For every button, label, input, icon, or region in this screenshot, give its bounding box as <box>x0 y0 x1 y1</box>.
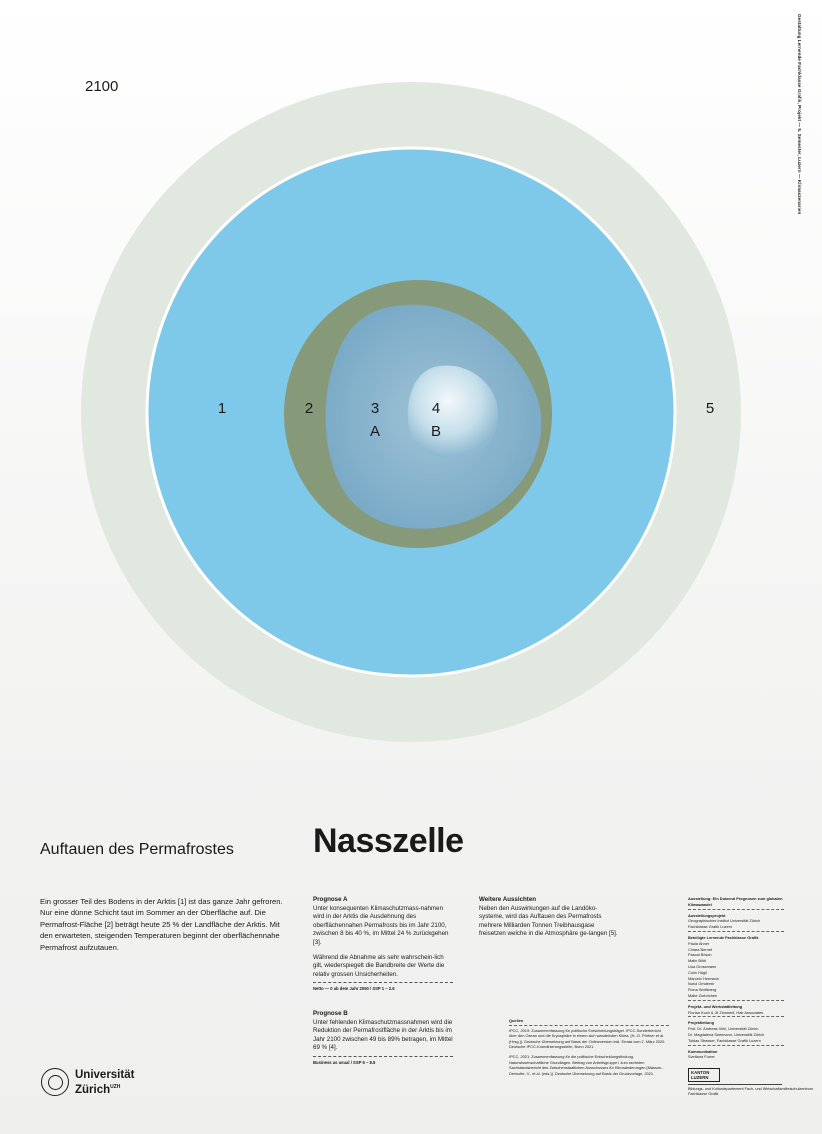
credits-line: Svetlana Furrer <box>688 1054 715 1060</box>
credits-line: Chiara Bernet <box>688 946 713 952</box>
prognose-b-block <box>313 1010 453 1068</box>
logo-sup: UZH <box>110 1083 121 1090</box>
credits-line: Fachklasse Grafik Luzern <box>688 924 733 930</box>
prognose-b-note: Business as usual / SSP 5 – 8.5 <box>313 1059 376 1065</box>
prognose-a-text: Unter konsequenten Klimaschutzmass-nahmen wird in der Arktis die Ausdehnung des oberflächennahen Permafrosts bis im Jahr 2100, zwischen 8 bis 40 %, im Mittel 24 % zurückgehen [3]. <box>313 904 449 946</box>
credits-top: Ausstellung: Ein Dutzend Prognosen zum globalen Klimawandel <box>688 896 783 907</box>
credits-line: Lisa Grossmann <box>688 963 717 969</box>
prognose-a-text-2: Während die Abnahme als sehr wahrschein-lich gilt, wiederspiegelt die Bandbreite der Werte die relativ grossen Unsicherheiten. <box>313 953 445 978</box>
aussichten-heading: Weitere Aussichten <box>479 896 537 903</box>
zone-label-2: 2 <box>304 400 314 417</box>
year-label: 2100 <box>85 78 119 95</box>
credits-heading: Ausstellungsprojekt <box>688 912 726 918</box>
intro-paragraph: Ein grosser Teil des Bodens in der Arktis [1] ist das ganze Jahr gefroren. Nur eine dünne Schicht taut im Sommer an der Oberfläche auf. Die Permafrost-Fläche [2] beträgt heute 25 % der Landfläche der Arktis. Mit den erwarteten, steigenden Temperaturen beginnt der oberflächennahe Permafrost aufzutauen. <box>40 897 283 952</box>
credits-block <box>688 896 784 1063</box>
source-entry: IPCC, 2019: Zusammenfassung für politische Entscheidungsträger. IPCC-Sonderbericht über den Ozean und die Kryosphäre in einem sich wandelnden Klima. [H.-O. Pörtner et al. (Hrsg.)]. Deutsche Übersetzung auf Basis der Onlineversion inkl. Errata vom 2. März 2020. Deutsche IPCC-Koordinierungsstelle, Bonn 2021. <box>509 1027 666 1050</box>
prognose-b-heading: Prognose B <box>313 1010 348 1017</box>
aussichten-text: Neben den Auswirkungen auf die Landöko-systeme, wird das Auftauen des Permafrosts mehrere Milliarden Tonnen Treibhausgase freisetzen welche in die Atmosphäre ge-langen [5]. <box>479 904 618 938</box>
scenario-label-a: A <box>369 423 381 440</box>
credits-heading: Beteiligte Lernende Fachklasse Grafik <box>688 934 759 940</box>
credits-heading: Kommunikation <box>688 1048 718 1054</box>
credits-line: Pascal Bösch <box>688 952 712 958</box>
sources-block <box>509 1018 669 1076</box>
source-entry: IPCC, 2021: Zusammenfassung für die politische Entscheidungsfindung. Naturwissenschaftliche Grundlagen. Beitrag von Arbeitsgruppe I zum sechsten Sachstandsbericht des Zwischenstaatlichen Ausschusses für Klimaänderungen [Masson-Delmotte, V., et al. (eds.)]. Deutsche Übersetzung auf Basis der Druckvorlage, 2021. <box>509 1053 663 1076</box>
prognose-a-block <box>313 896 453 994</box>
credits-line: Malin Blöh <box>688 958 707 964</box>
credits-line: Dr. Magdalena Seelmann, Universität Zürich <box>688 1031 765 1037</box>
credits-line: Malte Zurbrichen <box>688 992 718 998</box>
sources-heading: Quellen <box>509 1018 524 1023</box>
poster-title: Nasszelle <box>313 822 464 860</box>
credits-line: Fiona Wolfsberg <box>688 987 717 993</box>
logo-line-2: Zürich <box>75 1083 111 1096</box>
scenario-label-b: B <box>430 423 442 440</box>
divider <box>688 1045 784 1046</box>
credits-line: Nurul Omdemir <box>688 981 715 987</box>
kanton-logo <box>688 1068 822 1097</box>
prognose-a-note: Netto — 0 ab dem Jahr 2050 / SSP 1 – 2.6 <box>313 986 395 992</box>
divider <box>313 1056 453 1057</box>
prognose-a-heading: Prognose A <box>313 896 348 903</box>
zone-label-5: 5 <box>705 400 715 417</box>
aussichten-block <box>479 896 619 939</box>
credits-line: Prof. Dr. Andreas Vieli, Universität Zürich <box>688 1026 759 1032</box>
divider <box>688 931 784 932</box>
divider <box>688 1084 782 1085</box>
vertical-credit-text: Gestaltung Lernende Fachklasse Grafik, Projekt — 5. Semester, Luzern — Klimaszenarien <box>797 14 802 215</box>
credits-line: Tobias Strasser, Fachklasse Grafik Luzern <box>688 1037 761 1043</box>
uzh-seal-icon <box>41 1068 69 1096</box>
prognose-b-text: Unter fehlenden Klimaschutzmassnahmen wird die Reduktion der Permafrostfläche in der Arktis bis im Jahr 2100 zwischen 49 bis 89% betragen, im Mittel 69 % [4]. <box>313 1018 453 1052</box>
credits-heading: Projekt- und Werkstattleitung <box>688 1003 743 1009</box>
zone-label-1: 1 <box>217 400 227 417</box>
credits-line: Marcelo Hermann <box>688 975 719 981</box>
credits-line: Paula Ahner <box>688 940 710 946</box>
credits-line: Geographisches Institut Universität Zürich <box>688 918 761 924</box>
credits-line: Florian Koch & Jil Zimmerli, Hair Associates <box>688 1009 764 1015</box>
zone-label-4: 4 <box>431 400 441 417</box>
logo-line-1: Universität <box>75 1068 135 1081</box>
divider <box>509 1025 669 1026</box>
credits-heading: Projektleitung <box>688 1020 714 1026</box>
kanton-box: KANTON LUZERN <box>688 1068 720 1082</box>
uzh-logo <box>41 1068 134 1096</box>
credits-line: Colin Hügli <box>688 969 707 975</box>
divider <box>313 982 453 983</box>
poster-subtitle: Auftauen des Permafrostes <box>40 841 234 858</box>
divider <box>688 1016 784 1017</box>
divider <box>688 909 784 910</box>
kanton-text: Bildungs- und Kulturdepartement Fach- und Wirtschaftsmittelschulzentrum Fachklasse Grafik <box>688 1087 814 1096</box>
divider <box>688 1000 784 1001</box>
zone-label-3: 3 <box>370 400 380 417</box>
